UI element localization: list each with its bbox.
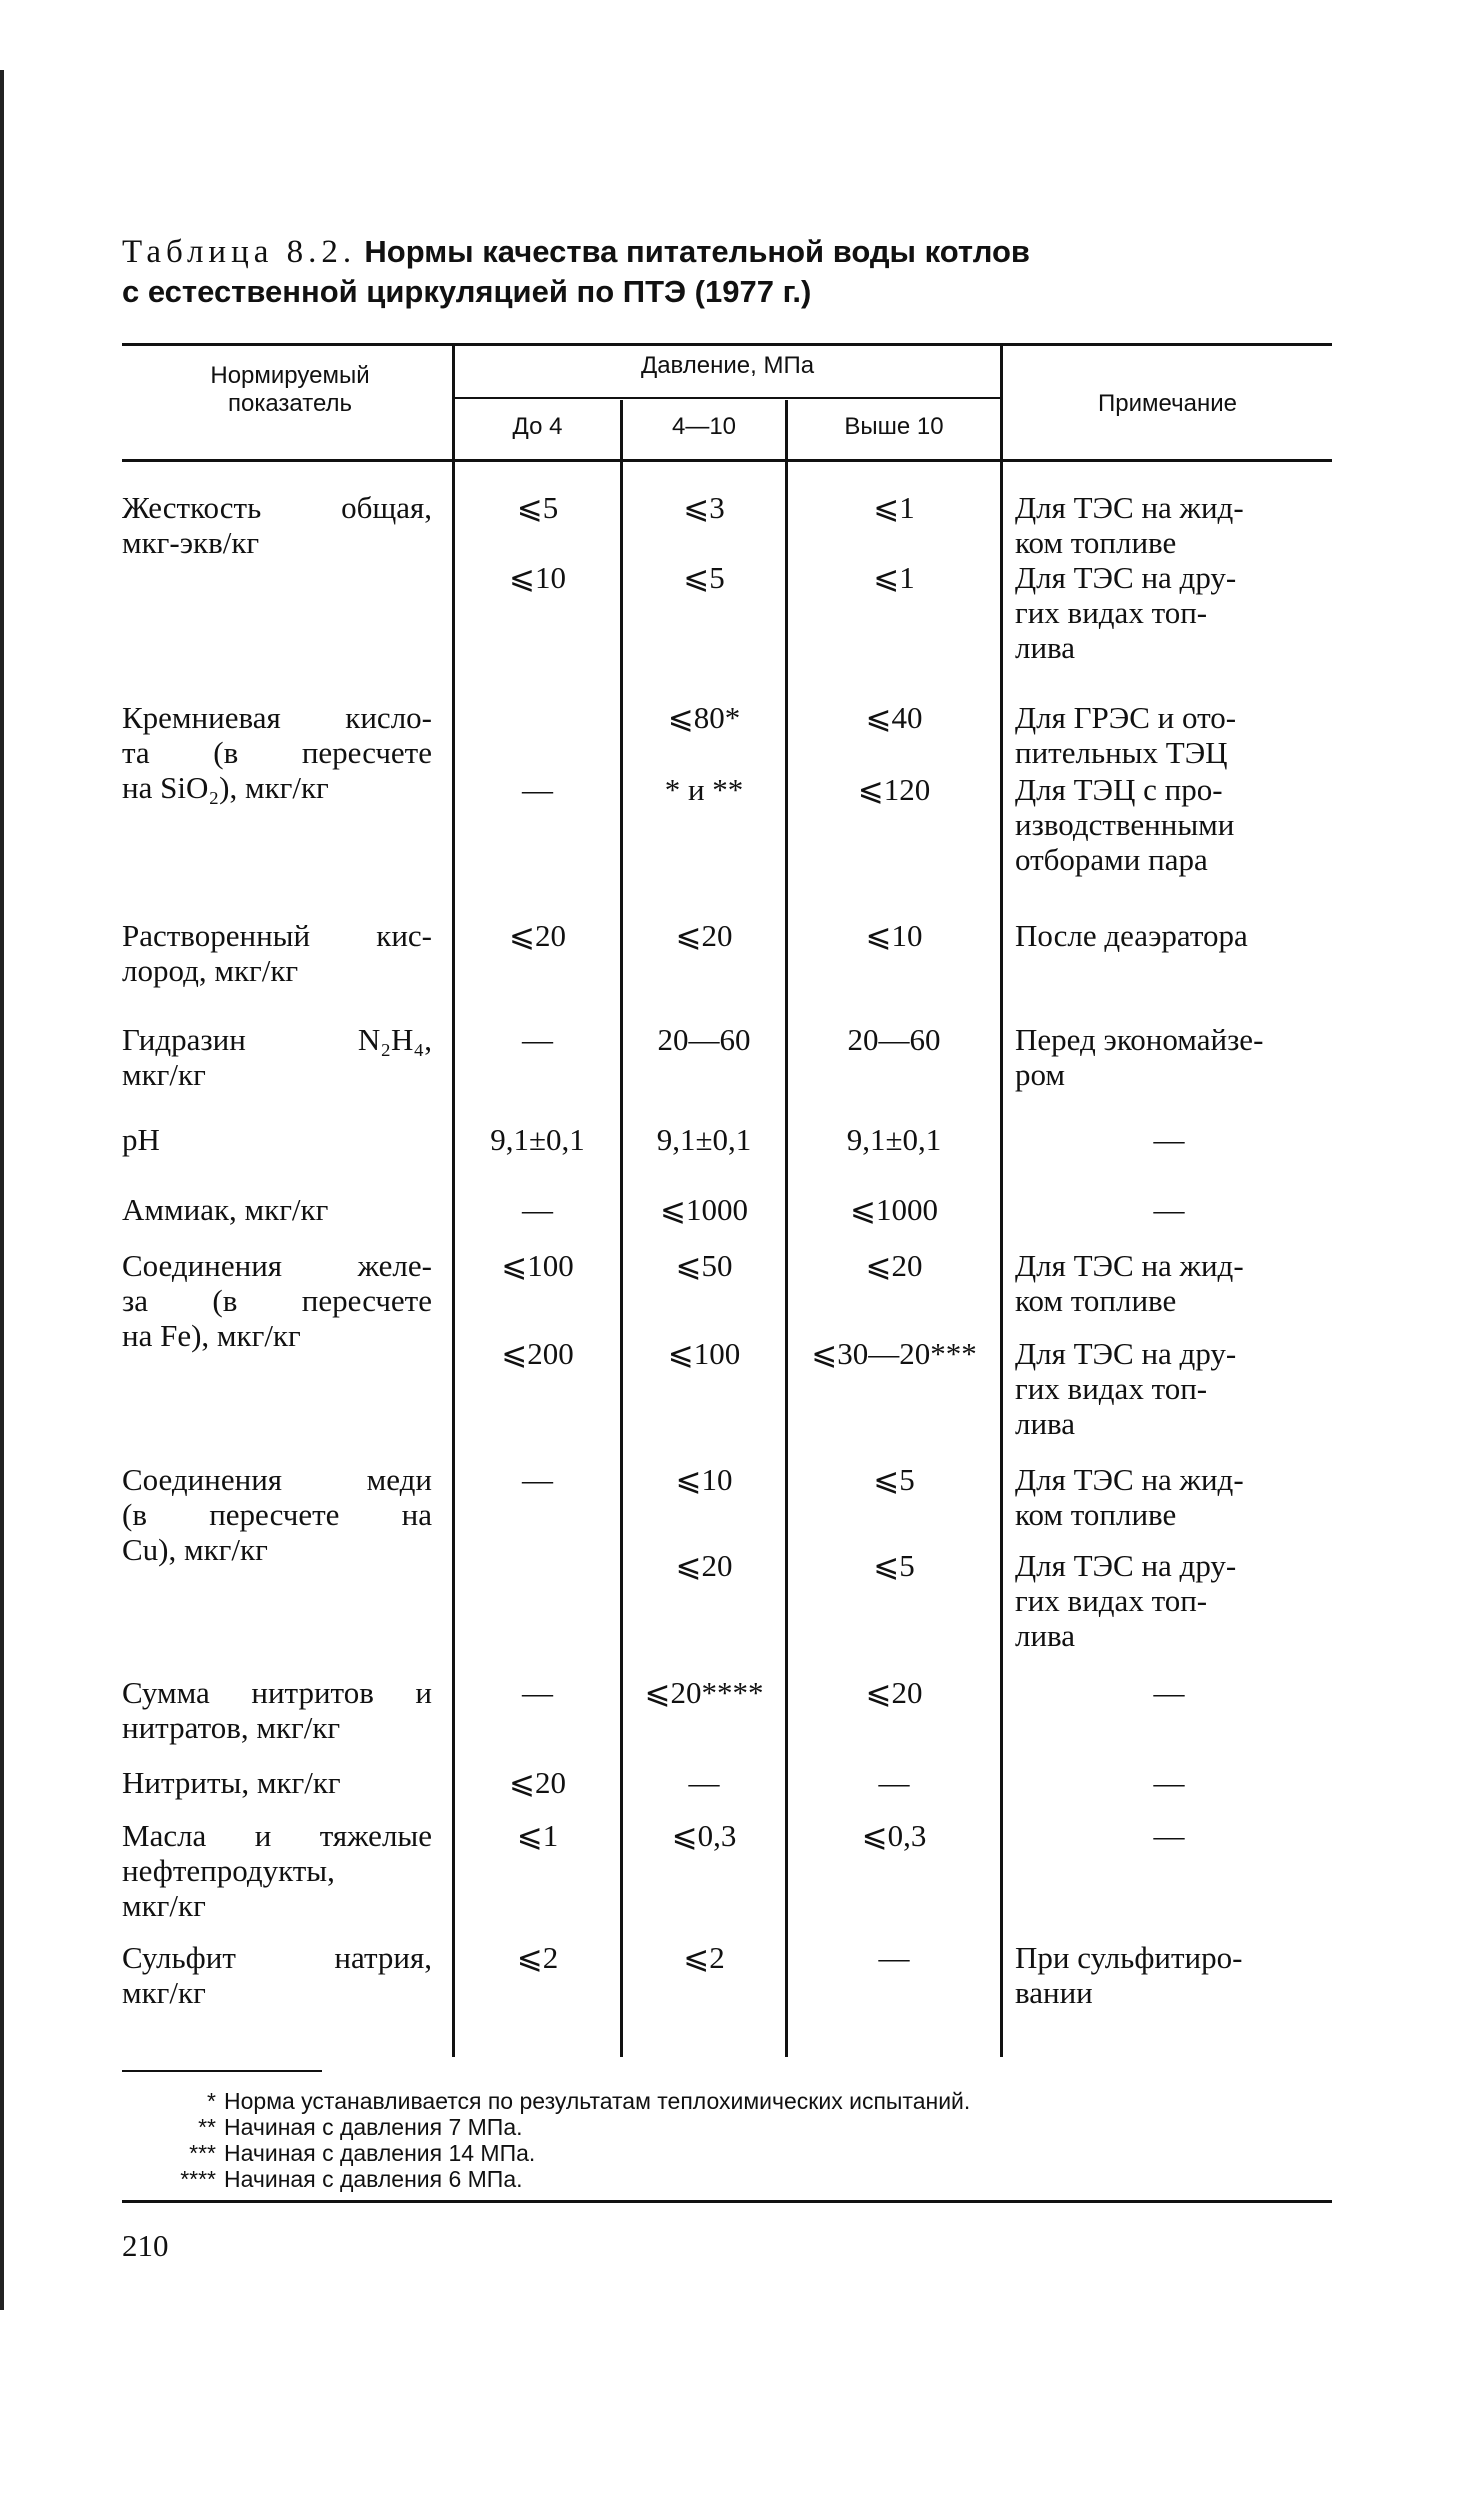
note-line: После деаэратора xyxy=(1015,918,1248,953)
page-number: 210 xyxy=(122,2228,169,2263)
indicator-line: Соединения меди xyxy=(122,1462,432,1497)
page-edge xyxy=(0,70,4,2310)
header-note: Примечание xyxy=(1098,390,1237,417)
value-cell: ⩽40 xyxy=(865,700,923,735)
note-line: лива xyxy=(1015,1406,1076,1441)
value-cell: ⩽5 xyxy=(873,1548,915,1583)
note-line: Для ТЭС на жид- xyxy=(1015,1248,1244,1283)
note-line: При сульфитиро- xyxy=(1015,1940,1243,1975)
note-line: Для ТЭС на жид- xyxy=(1015,1462,1244,1497)
header-bottom-rule xyxy=(122,459,1332,462)
note-line: — xyxy=(1153,1675,1185,1710)
note-line: — xyxy=(1153,1192,1185,1227)
value-cell: ⩽5 xyxy=(873,1462,915,1497)
value-cell: ⩽5 xyxy=(516,490,559,525)
footnote-rule xyxy=(122,2070,322,2072)
value-cell: ⩽3 xyxy=(683,490,725,525)
caption-label: Таблица 8.2. xyxy=(122,234,357,270)
table-bottom-rule xyxy=(122,2200,1332,2203)
indicator-line: та (в пересчете xyxy=(122,735,432,770)
footnote xyxy=(122,2140,1332,2166)
indicator-line: нефтепродукты, xyxy=(122,1853,335,1888)
value-cell: ⩽1 xyxy=(873,560,915,595)
value-cell: ⩽5 xyxy=(683,560,725,595)
value-cell: — xyxy=(522,1192,553,1227)
indicator-line: Кремниевая кисло- xyxy=(122,700,432,735)
footnote-mark: **** xyxy=(180,2166,216,2192)
footnote-text: Начиная с давления 14 МПа. xyxy=(224,2140,536,2166)
indicator-line: (в пересчете на xyxy=(122,1497,432,1532)
value-cell: ⩽10 xyxy=(509,560,566,595)
note-line: лива xyxy=(1015,630,1076,665)
value-cell: ⩽20**** xyxy=(644,1675,764,1710)
value-cell: ⩽20 xyxy=(865,1248,923,1283)
footnote-mark: * xyxy=(207,2088,216,2114)
note-line: гих видах топ- xyxy=(1015,1583,1208,1618)
header-4-10: 4—10 xyxy=(671,413,737,440)
value-cell: * и ** xyxy=(664,772,744,807)
indicator-line: pH xyxy=(122,1122,160,1157)
indicator-line: Cu), мкг/кг xyxy=(122,1532,268,1567)
note-line: лива xyxy=(1015,1618,1076,1653)
value-cell: ⩽30—20*** xyxy=(811,1336,977,1371)
note-line: изводственными xyxy=(1015,807,1235,842)
value-cell: — xyxy=(522,772,553,807)
value-cell: ⩽2 xyxy=(516,1940,559,1975)
indicator-line: Аммиак, мкг/кг xyxy=(122,1192,329,1227)
footnote xyxy=(122,2114,1332,2140)
note-line: — xyxy=(1153,1122,1185,1157)
footnote xyxy=(122,2088,1332,2114)
value-cell: 9,1±0,1 xyxy=(490,1122,585,1157)
indicator-line: Растворенный кис- xyxy=(122,918,432,953)
indicator-line: мкг/кг xyxy=(122,1057,206,1092)
note-line: ком топливе xyxy=(1015,525,1177,560)
value-cell: ⩽80* xyxy=(667,700,741,735)
value-cell: ⩽0,3 xyxy=(861,1818,927,1853)
value-cell: ⩽20 xyxy=(509,918,566,953)
indicator-line: мкг-экв/кг xyxy=(122,525,260,560)
indicator-line: за (в пересчете xyxy=(122,1283,432,1318)
note-line: Для ТЭС на дру- xyxy=(1015,1548,1237,1583)
footnotes xyxy=(122,2088,1332,2192)
note-line: Для ГРЭС и ото- xyxy=(1015,700,1237,735)
note-line: — xyxy=(1153,1765,1185,1800)
note-line: отборами пара xyxy=(1015,842,1208,877)
indicator-line: Нитриты, мкг/кг xyxy=(122,1765,341,1800)
note-line: Перед экономайзе- xyxy=(1015,1022,1264,1057)
indicator-line: на Fe), мкг/кг xyxy=(122,1318,301,1353)
header-pressure: Давление, МПа xyxy=(640,352,815,379)
note-line: гих видах топ- xyxy=(1015,595,1208,630)
note-line: ком топливе xyxy=(1015,1497,1177,1532)
value-cell: ⩽0,3 xyxy=(671,1818,737,1853)
column-rule-4 xyxy=(1000,345,1003,2057)
value-cell: ⩽20 xyxy=(675,918,733,953)
value-cell: 20—60 xyxy=(847,1022,941,1057)
header-above-10: Выше 10 xyxy=(844,413,944,440)
footnote-text: Норма устанавливается по результатам теплохимических испытаний. xyxy=(224,2088,971,2114)
indicator-line: на SiO₂), мкг/кг xyxy=(122,770,329,805)
value-cell: ⩽2 xyxy=(683,1940,725,1975)
value-cell: ⩽20 xyxy=(675,1548,733,1583)
header-indicator: Нормируемый показатель xyxy=(210,362,370,417)
value-cell: ⩽1000 xyxy=(660,1192,748,1227)
header-up-to-4: До 4 xyxy=(512,413,563,440)
value-cell: ⩽10 xyxy=(675,1462,733,1497)
table-top-rule xyxy=(122,343,1332,346)
value-cell: ⩽1 xyxy=(873,490,915,525)
value-cell: ⩽200 xyxy=(501,1336,574,1371)
value-cell: ⩽20 xyxy=(509,1765,566,1800)
value-cell: 20—60 xyxy=(657,1022,751,1057)
value-cell: ⩽20 xyxy=(865,1675,923,1710)
note-line: гих видах топ- xyxy=(1015,1371,1208,1406)
value-cell: 9,1±0,1 xyxy=(656,1122,752,1157)
pressure-subheader-rule xyxy=(453,397,1001,399)
table-caption xyxy=(122,232,1132,312)
indicator-line: Сумма нитритов и xyxy=(122,1675,432,1710)
value-cell: ⩽1000 xyxy=(850,1192,938,1227)
indicator-line: Гидразин N₂H₄, xyxy=(122,1022,432,1057)
footnote xyxy=(122,2166,1332,2192)
note-line: Для ТЭЦ с про- xyxy=(1015,772,1223,807)
value-cell: — xyxy=(878,1765,910,1800)
value-cell: ⩽100 xyxy=(501,1248,574,1283)
indicator-line: Сульфит натрия, xyxy=(122,1940,432,1975)
indicator-line: Соединения желе- xyxy=(122,1248,432,1283)
value-cell: — xyxy=(688,1765,720,1800)
caption-title-line2: с естественной циркуляцией по ПТЭ (1977 г.) xyxy=(122,274,812,309)
indicator-line: нитратов, мкг/кг xyxy=(122,1710,341,1745)
value-cell: — xyxy=(522,1675,553,1710)
footnote-mark: *** xyxy=(189,2140,216,2166)
indicator-line: лород, мкг/кг xyxy=(122,953,299,988)
note-line: Для ТЭС на жид- xyxy=(1015,490,1244,525)
footnote-mark: ** xyxy=(198,2114,216,2140)
indicator-line: мкг/кг xyxy=(122,1975,206,2010)
footnote-text: Начиная с давления 7 МПа. xyxy=(224,2114,523,2140)
note-line: Для ТЭС на дру- xyxy=(1015,1336,1237,1371)
indicator-line: Жесткость общая, xyxy=(122,490,432,525)
note-line: — xyxy=(1153,1818,1185,1853)
value-cell: ⩽100 xyxy=(667,1336,741,1371)
note-line: ром xyxy=(1015,1057,1066,1092)
value-cell: ⩽50 xyxy=(675,1248,733,1283)
value-cell: ⩽120 xyxy=(857,772,931,807)
value-cell: ⩽1 xyxy=(516,1818,559,1853)
footnote-text: Начиная с давления 6 МПа. xyxy=(224,2166,523,2192)
indicator-line: Масла и тяжелые xyxy=(122,1818,432,1853)
value-cell: 9,1±0,1 xyxy=(846,1122,942,1157)
value-cell: — xyxy=(522,1022,553,1057)
value-cell: — xyxy=(522,1462,553,1497)
note-line: Для ТЭС на дру- xyxy=(1015,560,1237,595)
note-line: ком топливе xyxy=(1015,1283,1177,1318)
note-line: пительных ТЭЦ xyxy=(1015,735,1228,770)
indicator-line: мкг/кг xyxy=(122,1888,206,1923)
value-cell: — xyxy=(878,1940,910,1975)
note-line: вании xyxy=(1015,1975,1093,2010)
value-cell: ⩽10 xyxy=(865,918,923,953)
caption-title-line1: Нормы качества питательной воды котлов xyxy=(364,234,1030,269)
